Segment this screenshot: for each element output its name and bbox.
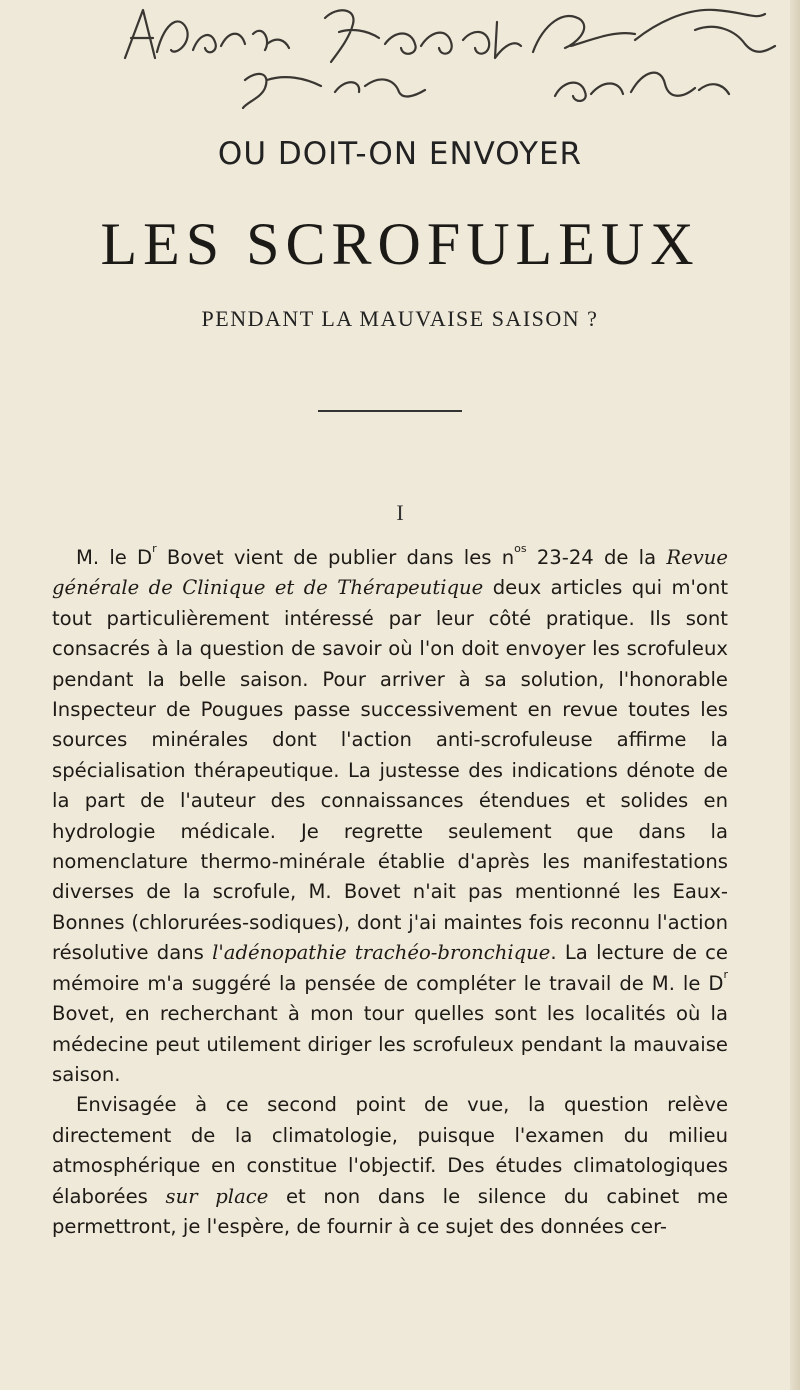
section-number: I bbox=[396, 500, 404, 525]
p1-italic-term: l'adénopathie trachéo-bronchique bbox=[212, 941, 551, 965]
p1-text-7: . La lecture de ce mémoire m'a suggéré la pensée de compléter le travail de M. le D bbox=[52, 941, 728, 995]
paragraph-2 bbox=[52, 1090, 728, 1242]
p1-sup-3: r bbox=[723, 967, 728, 981]
divider-rule bbox=[318, 410, 462, 412]
title-line-2: LES SCROFULEUX bbox=[100, 211, 700, 277]
title-line-1: OU DOIT-ON ENVOYER bbox=[217, 136, 583, 172]
handwritten-inscription bbox=[95, 0, 795, 120]
p2-text-1: Envisagée à ce second point de vue, la question relève directement de la climatologie, puisque l'examen du milieu atmosphérique en constitue l'objectif. Des études climatologiques élaborées bbox=[52, 1093, 728, 1208]
p1-sup-1: r bbox=[152, 542, 157, 555]
p1-text-5: deux articles qui m'ont tout particulièrement intéressé par leur côté pratique. Ils sont consacrés à la question de savoir où l'on doit envoyer les scrofuleux pendant la belle saison. Pour arriver à sa solution, l'honorable Inspecteur de Pougues passe successivement en revue toutes les sources minérales dont l'action anti-scrofuleuse affirme la spécialisation thérapeutique. La justesse des indications dénote de la part de l'auteur des connaissances étendues et solides en hydrologie médicale. Je regrette seulement que dans la nomenclature thermo-minérale établie d'après les manifestations diverses de la scrofule, M. Bovet n'ait pas mentionné les Eaux-Bonnes (chlorurées-sodiques), dont j'ai maintes fois reconnu l'action résolutive dans bbox=[52, 576, 729, 965]
article-body bbox=[52, 543, 728, 1242]
p1-text-8: Bovet, en recherchant à mon tour quelles sont les localités où la médecine peut utilement diriger les scrofuleux pendant la mauvaise saison. bbox=[52, 1002, 728, 1086]
paragraph-1 bbox=[52, 543, 728, 1090]
p2-text-3: et non dans le silence du cabinet me permettront, je l'espère, de fournir à ce sujet des données cer- bbox=[52, 1184, 728, 1238]
p1-sup-2: os bbox=[514, 542, 527, 555]
page-edge bbox=[790, 0, 800, 1390]
p1-text-2: Bovet vient de publier dans les n bbox=[156, 546, 515, 569]
p1-text-3: 23-24 de la bbox=[526, 546, 667, 569]
p1-text-1: M. le D bbox=[76, 546, 153, 569]
title-line-3: PENDANT LA MAUVAISE SAISON ? bbox=[201, 306, 599, 331]
p2-italic-term: sur place bbox=[165, 1184, 269, 1208]
p1-journal-title: Revue générale de Clinique et de Thérapeutique bbox=[52, 546, 728, 600]
